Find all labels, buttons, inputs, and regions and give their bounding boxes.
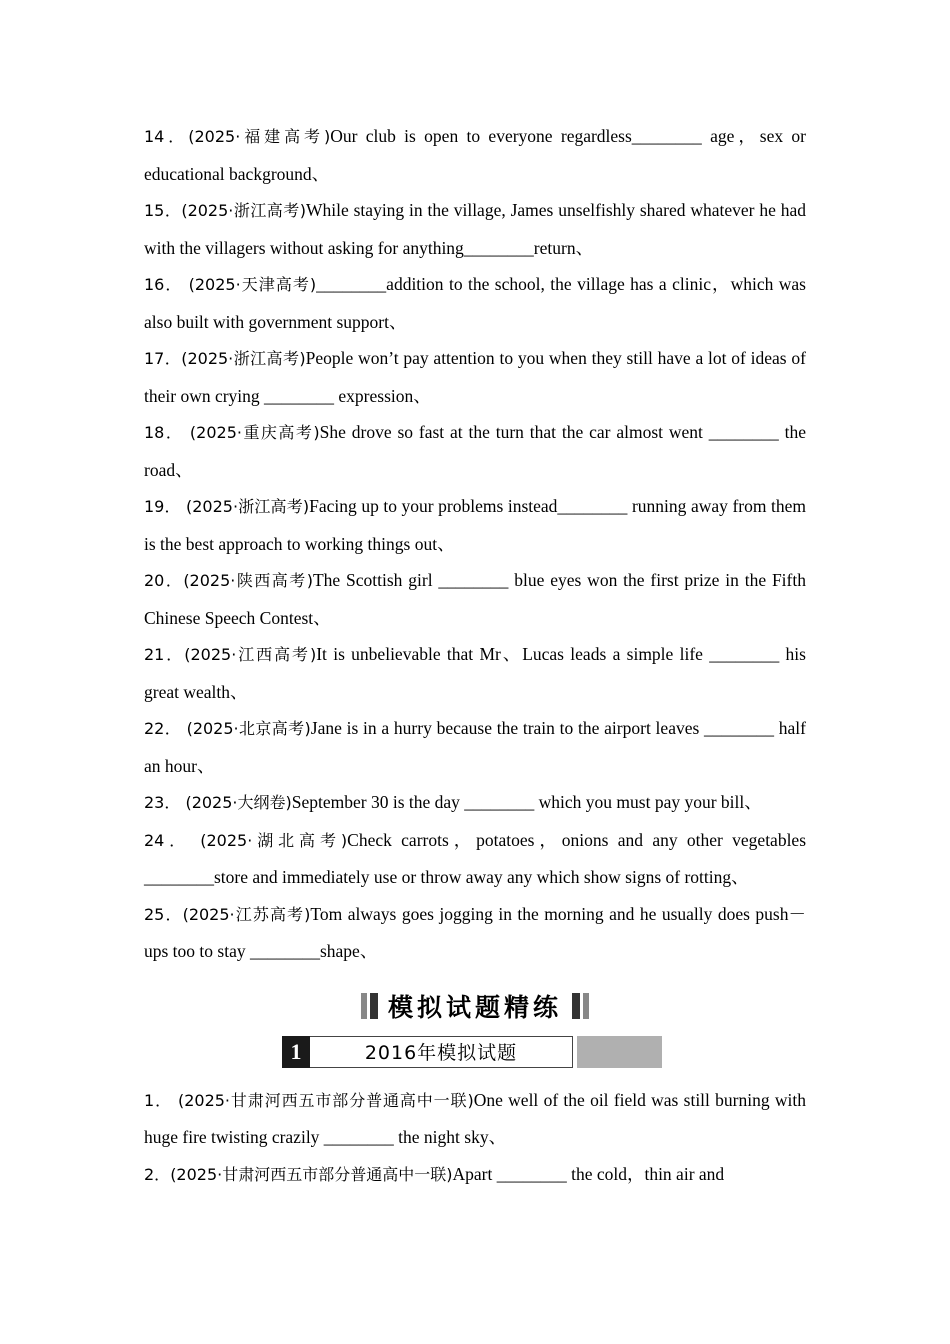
question-number: 22．: [144, 719, 187, 738]
question-item: [144, 896, 806, 970]
question-item: [144, 1156, 806, 1194]
question-number: 20．: [144, 571, 184, 590]
section-heading: [144, 986, 806, 1026]
question-source: (2025·北京高考): [186, 719, 311, 738]
question-item: [144, 192, 806, 266]
question-text: People won’t pay attention to you when they still have a lot of ideas of their own crying ________ expression、: [144, 348, 806, 406]
question-text: ________addition to the school, the village has a clinic，which was also built with government support、: [144, 274, 806, 332]
question-item: [144, 340, 806, 414]
question-number: 15．: [144, 201, 182, 220]
question-text: She drove so fast at the turn that the car almost went ________ the road、: [144, 422, 806, 480]
question-source: (2025·江西高考): [184, 645, 317, 664]
heading-bar-decoration: [572, 993, 589, 1019]
question-text: Jane is in a hurry because the train to the airport leaves ________ half an hour、: [144, 718, 806, 776]
question-number: 2．: [144, 1164, 171, 1184]
question-text: Tom always goes jogging in the morning and he usually does push－ups too to stay ________shape、: [144, 903, 806, 961]
question-item: [144, 488, 806, 562]
question-text: Apart ________ the cold，thin air and: [452, 1163, 725, 1184]
question-source: (2025·陕西高考): [183, 571, 313, 590]
question-list: [144, 118, 806, 970]
question-source: (2025·福建高考): [188, 127, 331, 146]
banner-tail-decoration: [577, 1036, 662, 1068]
question-source: (2025·江苏高考): [182, 904, 311, 924]
heading-bar-decoration: [361, 993, 378, 1019]
question-source: (2025·浙江高考): [181, 349, 306, 368]
question-item: [144, 562, 806, 636]
question-number: 23．: [144, 793, 186, 812]
question-source: (2025·天津高考): [188, 275, 317, 294]
question-source: (2025·大纲卷): [185, 793, 292, 812]
question-item: [144, 118, 806, 192]
question-text: One well of the oil field was still burning with huge fire twisting crazily ________ the night sky、: [144, 1089, 806, 1147]
question-source: (2025·甘肃河西五市部分普通高中一联): [177, 1090, 474, 1110]
sub-section-banner: [282, 1036, 662, 1068]
question-text: While staying in the village, James unselfishly shared whatever he had with the villagers without asking for anything________return、: [144, 200, 806, 258]
question-number: 1．: [144, 1090, 178, 1110]
sub-section-label: 2016年模拟试题: [310, 1036, 573, 1068]
question-number: 18．: [144, 423, 190, 442]
question-item: [144, 636, 806, 710]
question-text: Facing up to your problems instead________ running away from them is the best approach to working things out、: [144, 496, 806, 554]
question-number: 25．: [144, 904, 183, 924]
question-text: Check carrots，potatoes，onions and any other vegetables ________store and immediately use or throw away any which show signs of rotting、: [144, 829, 807, 887]
question-item: [144, 784, 806, 822]
question-number: 21．: [144, 645, 185, 664]
section-title: 模拟试题精练: [387, 992, 562, 1022]
question-source: (2025·浙江高考): [181, 201, 307, 220]
question-item: [144, 1082, 806, 1156]
question-source: (2025·湖北高考): [200, 830, 348, 850]
question-number: 17．: [144, 349, 182, 368]
question-number: 19．: [144, 497, 186, 516]
question-item: [144, 822, 806, 896]
document-page: [144, 118, 806, 1193]
question-source: (2025·浙江高考): [185, 497, 310, 516]
question-source: (2025·甘肃河西五市部分普通高中一联): [170, 1164, 453, 1184]
question-item: [144, 710, 806, 784]
question-text: The Scottish girl ________ blue eyes won the first prize in the Fifth Chinese Speech Contest、: [144, 570, 806, 628]
question-source: (2025·重庆高考): [189, 423, 320, 442]
question-text: It is unbelievable that Mr、Lucas leads a simple life ________ his great wealth、: [144, 644, 806, 702]
mock-question-list: [144, 1082, 806, 1194]
question-number: 24．: [144, 830, 201, 850]
question-number: 14．: [144, 127, 189, 146]
question-item: [144, 266, 806, 340]
question-text: Our club is open to everyone regardless________ age，sex or educational background、: [144, 126, 806, 184]
question-number: 16．: [144, 275, 189, 294]
question-text: September 30 is the day ________ which you must pay your bill、: [291, 792, 762, 812]
sub-section-number: 1: [282, 1036, 310, 1068]
question-item: [144, 414, 806, 488]
